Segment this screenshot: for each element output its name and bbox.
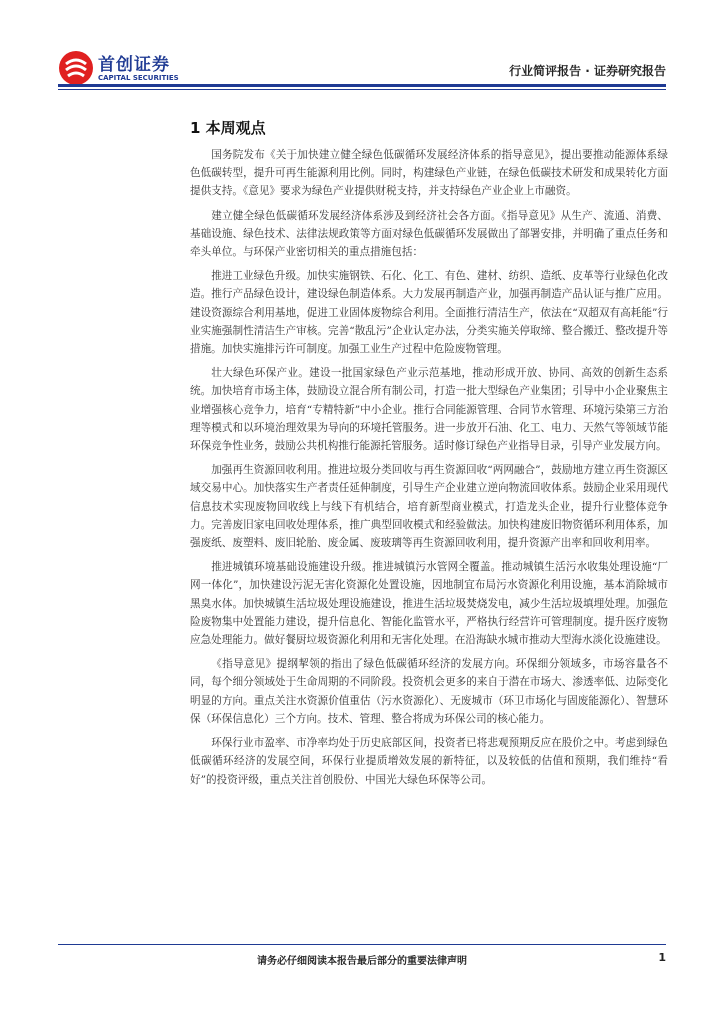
paragraph-rating: 环保行业市盈率、市净率均处于历史底部区间，投资者已将悲观预期反应在股价之中。考虑到绿色低碳循环经济的发展空间，环保行业提质增效发展的新特征，以及较低的估值和预期，我们维持“看好”的投资评级，重点关注首创股份、中国光大绿色环保等公司。 [190, 737, 668, 786]
section-number: 1 [190, 119, 201, 137]
paragraph-guidance-overview: 建立健全绿色低碳循环发展经济体系涉及到经济社会各方面。《指导意见》从生产、流通、消费、基础设施、绿色技术、法律法规政策等方面对绿色低碳循环发展做出了部署安排，并明确了重点任务和牵头单位。与环保产业密切相关的重点措施包括： [190, 209, 668, 259]
paragraph-industrial-upgrade: 推进工业绿色升级。加快实施钢铁、石化、化工、有色、建材、纺织、造纸、皮革等行业绿色化改造。推行产品绿色设计，建设绿色制造体系。大力发展再制造产业，加强再制造产品认证与推广应用。建设资源综合利用基地，促进工业固体废物综合利用。全面推行清洁生产，依法在“双超双有高耗能”行业实施强制性清洁生产审核。完善“散乱污”企业认定办法，分类实施关停取缔、整合搬迁、整改提升等措施。加快实施排污许可制度。加强工业生产过程中危险废物管理。 [190, 270, 668, 356]
legal-disclaimer-note: 请务必仔细阅读本报告最后部分的重要法律声明 [257, 956, 467, 967]
paragraph-infrastructure: 推进城镇环境基础设施建设升级。推进城镇污水管网全覆盖。推动城镇生活污水收集处理设施“厂网一体化”，加快建设污泥无害化资源化处置设施，因地制宜布局污水资源化利用设施，基本消除城市黑臭水体。加快城镇生活垃圾处理设施建设，推进生活垃圾焚烧发电，减少生活垃圾填埋处理。加强危险废物集中处置能力建设，提升信息化、智能化监管水平，严格执行经营许可管理制度。提升医疗废物应急处理能力。做好餐厨垃圾资源化利用和无害化处理。在沿海缺水城市推动大型海水淡化设施建设。 [190, 561, 668, 647]
footer-divider [58, 944, 666, 945]
page-number: 1 [658, 951, 666, 964]
capital-securities-logo-icon [58, 50, 94, 86]
header-divider-thin [58, 89, 666, 90]
header-divider [58, 84, 666, 87]
report-body [190, 146, 668, 795]
section-heading [190, 117, 266, 138]
paragraph-policy-release: 国务院发布《关于加快建立健全绿色低碳循环发展经济体系的指导意见》，提出要推动能源体系绿色低碳转型，提升可再生能源利用比例。同时，构建绿色产业链，在绿色低碳技术研发和成果转化方面提供支持。《意见》要求为绿色产业提供财税支持，并支持绿色产业企业上市融资。 [190, 149, 668, 198]
logo-english-name: CAPITAL SECURITIES [98, 74, 179, 82]
report-type-title: 行业简评报告 · 证券研究报告 [509, 64, 666, 78]
paragraph-green-industry: 壮大绿色环保产业。建设一批国家绿色产业示范基地，推动形成开放、协同、高效的创新生态系统。加快培育市场主体，鼓励设立混合所有制公司，打造一批大型绿色产业集团；引导中小企业聚焦主业增强核心竞争力，培育“专精特新”中小企业。推行合同能源管理、合同节水管理、环境污染第三方治理等模式和以环境治理效果为导向的环境托管服务。进一步放开石油、化工、电力、天然气等领域节能环保竞争性业务，鼓励公共机构推行能源托管服务。适时修订绿色产业指导目录，引导产业发展方向。 [190, 367, 668, 453]
logo-chinese-name: 首创证券 [98, 55, 170, 75]
paragraph-recycling: 加强再生资源回收利用。推进垃圾分类回收与再生资源回收“两网融合”，鼓励地方建立再生资源区域交易中心。加快落实生产者责任延伸制度，引导生产企业建立逆向物流回收体系。鼓励企业采用现代信息技术实现废物回收线上与线下有机结合，培育新型商业模式，打造龙头企业，提升行业整体竞争力。完善废旧家电回收处理体系，推广典型回收模式和经验做法。加快构建废旧物资循环利用体系，加强废纸、废塑料、废旧轮胎、废金属、废玻璃等再生资源回收利用，提升资源产出率和回收利用率。 [190, 464, 668, 550]
paragraph-investment-direction: 《指导意见》提纲挈领的指出了绿色低碳循环经济的发展方向。环保细分领域多，市场容量各不同，每个细分领域处于生命周期的不同阶段。投资机会更多的来自于潜在市场大、渗透率低、边际变化明显的方向。重点关注水资源价值重估（污水资源化）、无废城市（环卫市场化与固废能源化）、智慧环保（环保信息化）三个方向。技术、管理、整合将成为环保公司的核心能力。 [190, 658, 668, 725]
section-title: 本周观点 [205, 119, 266, 137]
